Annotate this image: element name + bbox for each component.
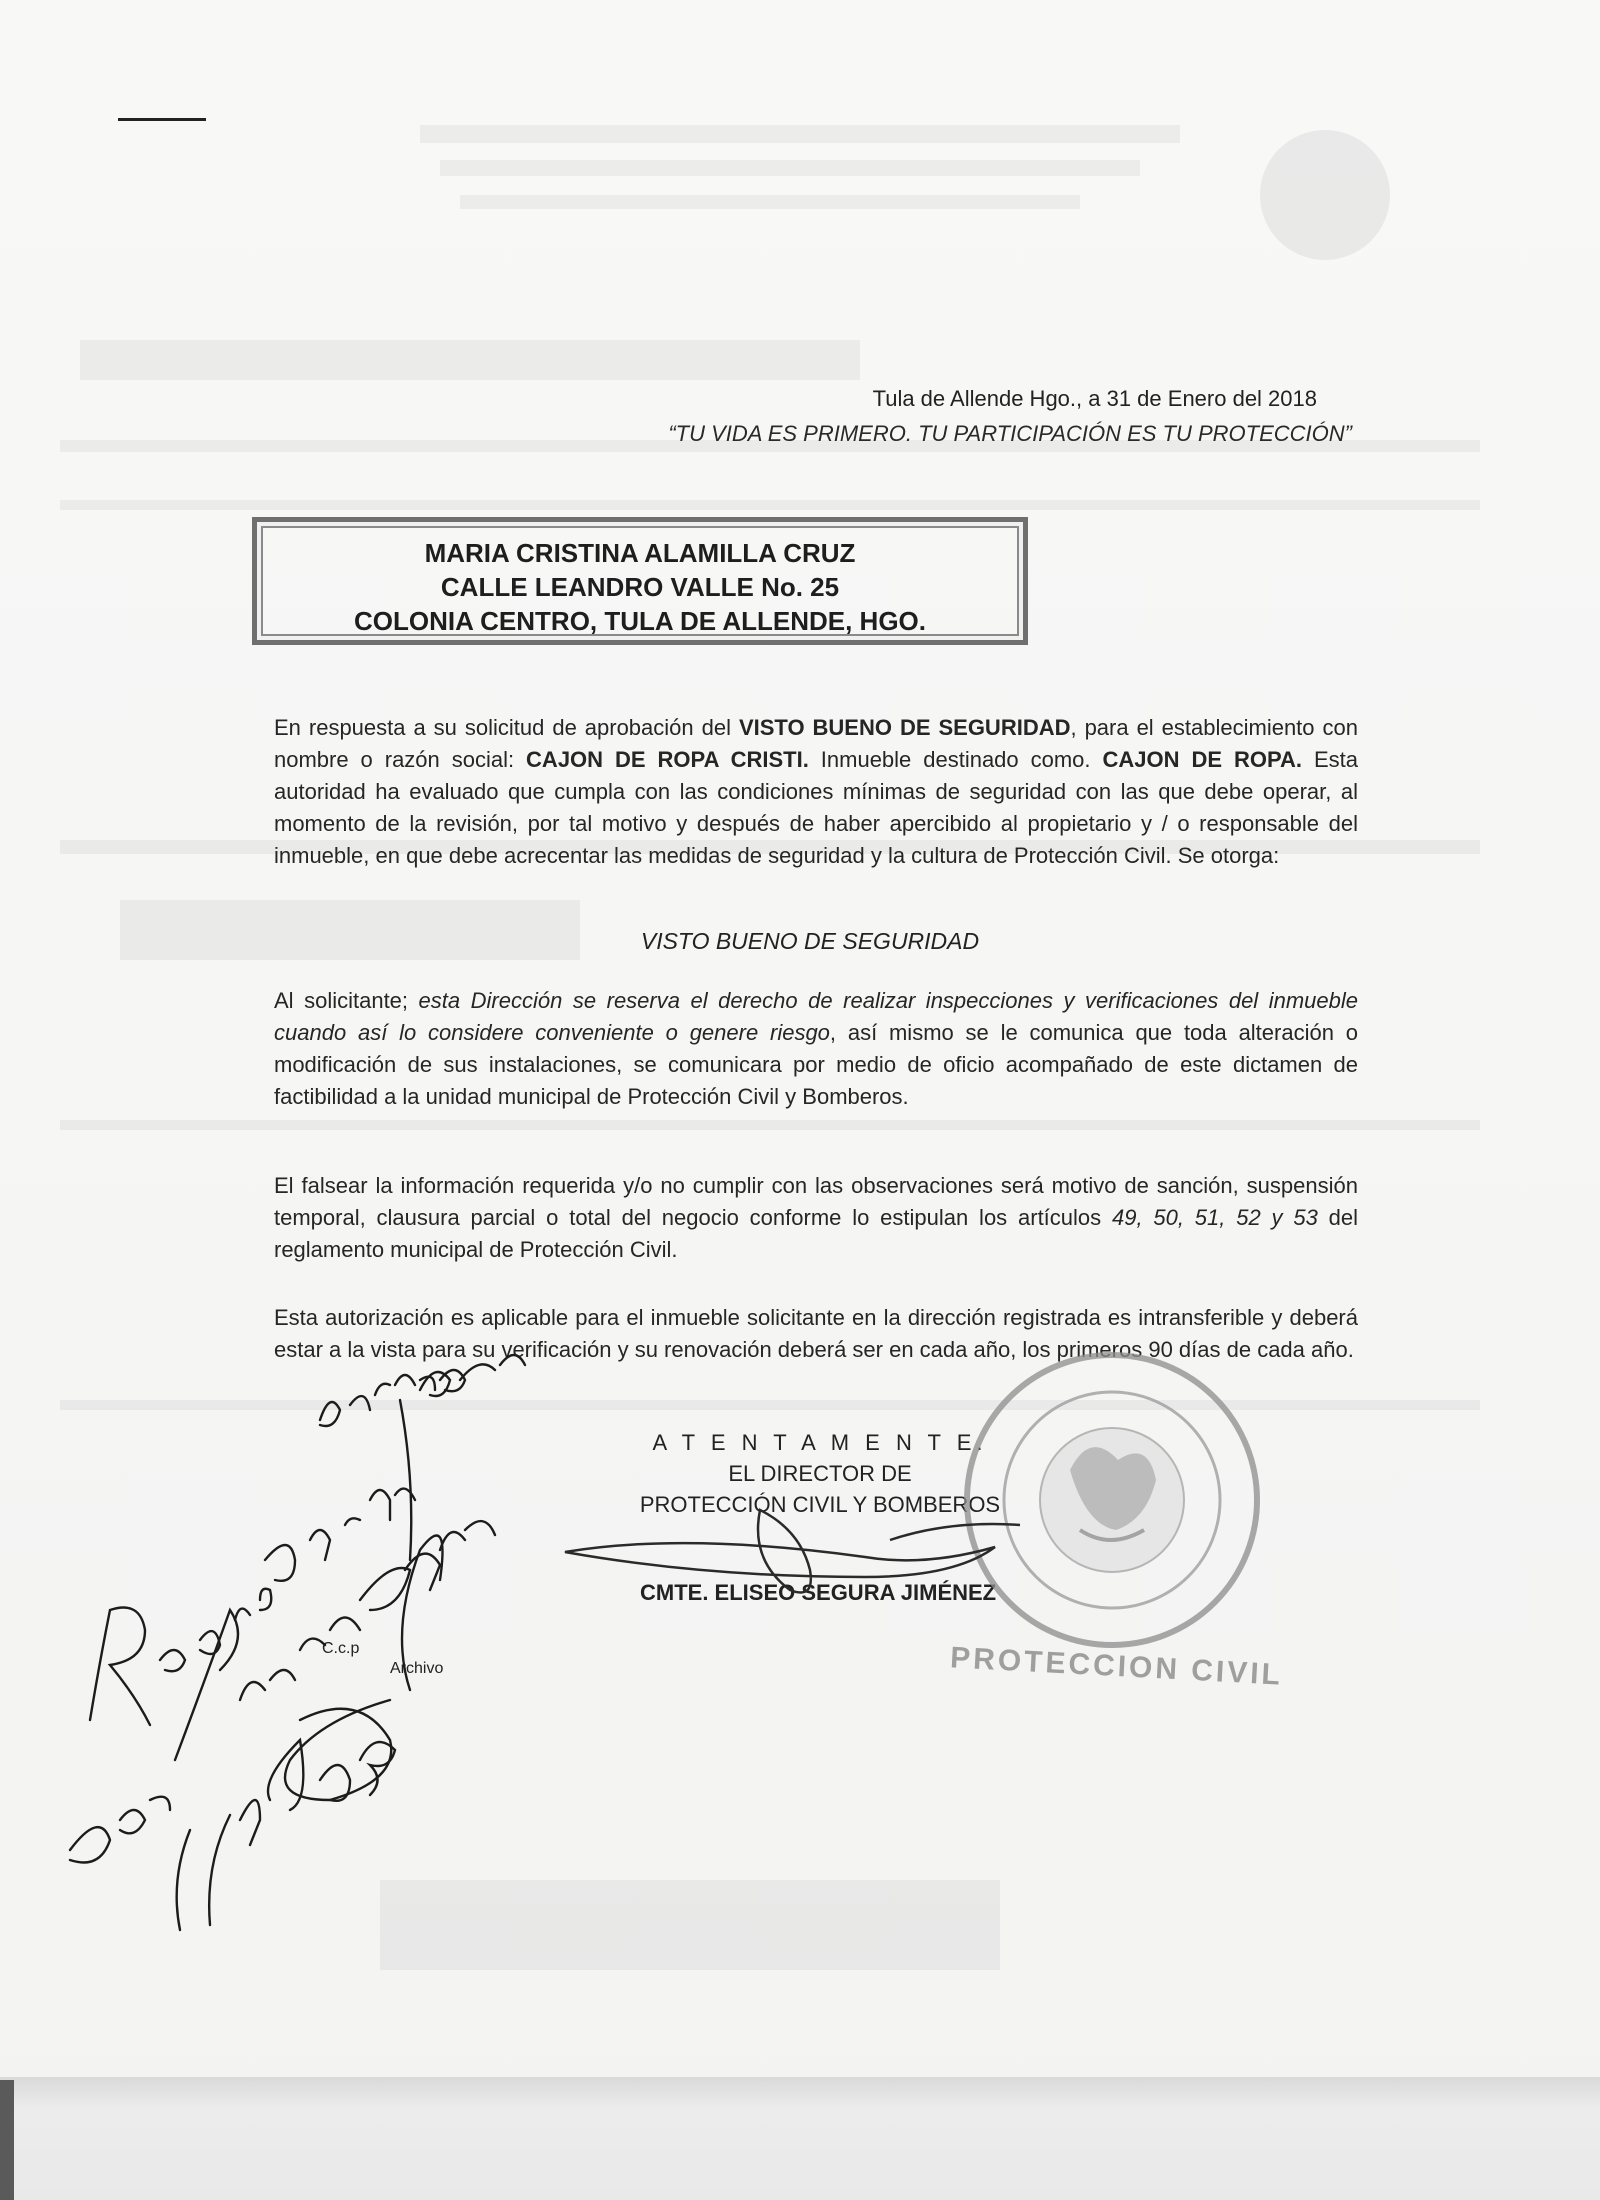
ghost-block [380, 1880, 1000, 1970]
approval-heading-text: VISTO BUENO DE SEGURIDAD [640, 928, 980, 954]
p3-italic-1: 49, 50, 51, 52 y 53 [1111, 1205, 1318, 1230]
recipient-address-box [252, 517, 1028, 645]
proteccion-civil-stamp: PROTECCION CIVIL [949, 1641, 1284, 1692]
scan-left-edge [0, 2080, 14, 2200]
recipient-colony: COLONIA CENTRO, TULA DE ALLENDE, HGO. [354, 606, 926, 636]
p1-bold-1: VISTO BUENO DE SEGURIDAD [738, 715, 1071, 740]
ghost-block [80, 340, 860, 380]
p3-text-1: El falsear la información requerida y/o no cumplir con las observaciones será motivo de sanción, suspensión temporal, clausura parcial o total del negocio conforme lo estipulan los artículos [274, 1173, 1358, 1230]
ghost-block [60, 500, 1480, 510]
director-name: CMTE. ELISEO SEGURA JIMÉNEZ [640, 1580, 997, 1605]
p3-text-2: del reglamento municipal de Protección Civil. [274, 1205, 1358, 1262]
closing-atentamente: A T E N T A M E N T E. [652, 1430, 988, 1455]
archivo-label: Archivo [390, 1660, 444, 1677]
paragraph-request [274, 712, 1358, 872]
p1-text-1: En respuesta a su solicitud de aprobación del [274, 715, 739, 740]
p1-bold-2: CAJON DE ROPA CRISTI. [526, 747, 809, 772]
approval-heading [0, 928, 1600, 955]
paragraph-validity: Esta autorización es aplicable para el inmueble solicitante en la dirección registrada es intransferible y deberá estar a la vista para su verificación y su renovación deberá ser en cada año, los primeros 90 días de cada año. [274, 1305, 1358, 1362]
signature-block [600, 1427, 1040, 1520]
dash-mark [118, 118, 206, 121]
ghost-block [420, 125, 1180, 143]
paragraph-sanctions [274, 1170, 1358, 1266]
closing-title-2: PROTECCIÓN CIVIL Y BOMBEROS [639, 1492, 1001, 1517]
p1-text-4: Esta autoridad ha evaluado que cumpla con las condiciones mínimas de seguridad con las que debe operar, al momento de la revisión, por tal motivo y después de haber apercibido al propietario y / o responsable del inmueble, en que debe acrecentar las medidas de seguridad y la cultura de Protección Civil. Se otorga: [274, 747, 1358, 868]
ghost-block [60, 1120, 1480, 1130]
date-line: Tula de Allende Hgo., a 31 de Enero del 2018 [872, 386, 1317, 411]
ghost-block [60, 1400, 1480, 1410]
ghost-header [380, 120, 390, 154]
recipient-street: CALLE LEANDRO VALLE No. 25 [440, 572, 840, 602]
ghost-block [440, 160, 1140, 176]
p1-bold-3: CAJON DE ROPA. [1102, 747, 1303, 772]
handwritten-receipt-note [70, 1355, 525, 1930]
p1-text-2: , para el establecimiento con nombre o razón social: [274, 715, 1358, 772]
ghost-block [460, 195, 1080, 209]
ccp-label: C.c.p [322, 1640, 360, 1657]
p2-text-2: , así mismo se le comunica que toda alteración o modificación de sus instalaciones, se comunicara por medio de oficio acompañado de este dictamen de factibilidad a la unidad municipal de Protección Civil y Bomberos. [274, 1020, 1358, 1109]
p1-text-3: Inmueble destinado como. [808, 747, 1103, 772]
closing-title-1: EL DIRECTOR DE [728, 1461, 912, 1486]
motto: “TU VIDA ES PRIMERO. TU PARTICIPACIÓN ES TU PROTECCIÓN” [668, 421, 1352, 446]
paragraph-inspections [274, 985, 1358, 1113]
p2-italic-1: esta Dirección se reserva el derecho de realizar inspecciones y verificaciones del inmueble cuando así lo considere conveniente o genere riesgo [274, 988, 1358, 1045]
ghost-seal [1260, 130, 1390, 260]
p2-text-1: Al solicitante; [274, 988, 419, 1013]
recipient-name: MARIA CRISTINA ALAMILLA CRUZ [424, 538, 856, 568]
scan-bottom-edge [0, 2077, 1600, 2200]
